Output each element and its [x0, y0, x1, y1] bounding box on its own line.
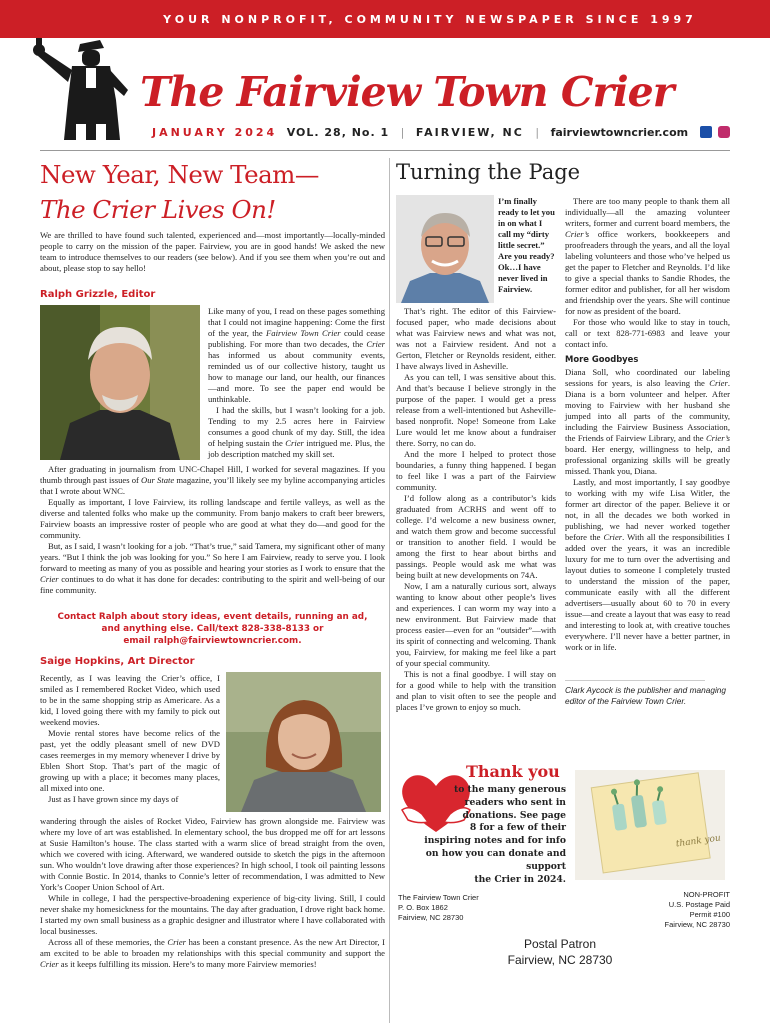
headline-line2: The Crier Lives On! — [40, 195, 276, 224]
saige-subhead: Saige Hopkins, Art Director — [40, 656, 195, 667]
newspaper-title: The Fairview Town Crier — [140, 68, 674, 116]
author-note-divider — [565, 680, 705, 681]
return-address: The Fairview Town Crier P. O. Box 1862 Fairview, NC 28730 — [398, 893, 479, 922]
issue-location: FAIRVIEW, NC — [415, 126, 524, 139]
masthead-tagline: YOUR NONPROFIT, COMMUNITY NEWSPAPER SINCE 1997 — [0, 0, 770, 38]
thank-you-card-image — [575, 770, 725, 880]
issue-volume: VOL. 28, No. 1 — [286, 126, 390, 139]
clark-column-2: There are too many people to thank them all individually—all the amazing volunteer writers, former and current board members, the Crier’s office workers, bookkeepers and proofreaders through the years, and all the loyal labeling volunteers and those who’ve helped us get the paper to Fletcher and Reynolds. I’d like to give a special thanks to Sandie Rhodes, the former editor and publisher, for all her wisdom and friendship over the years. She will continue for now as president of the board. For those who would like to stay in touch, call or text 828-771-6983 and leave your contact info. More Goodbyes Diana Soll, who coordinated our labeling sessions for years, is also leaving the Crier. Diana is a born volunteer and helper. After moving to Fairview with her husband she jumped into all parts of the community, including the Fairview Business Association, the Friends of Fairview Library, and the Crier’s board. Her energy, willingness to help, and professional organizing skills will be greatly missed. Thank you, Diana. Lastly, and most importantly, I say goodbye to working with my wife Lisa Witler, the former art director of the paper. Believe it or not, in all the decades we both worked in publishing, we had never worked together before the Crier. With all the responsibilities I added over the years, it was an incredible luxury for me to turn over the advertising and layout duties to someone I completely trusted to understand the mission of the paper, communicate easily with all the different advertisers—usually about 60 to 70 in every issue—and create a layout that was easy to read and interesting to look at, with creative touches everywhere. I’ll never have a better partner, in work or in life. — [565, 196, 731, 652]
clark-photo — [396, 195, 494, 303]
ralph-email-link[interactable]: email ralph@fairviewtowncrier.com. — [123, 636, 302, 646]
issue-month: JANUARY 2024 — [152, 126, 278, 139]
clark-column-1: That’s right. The editor of this Fairview-focused paper, who made decisions about what was Fairview news and what was not, was not a Fairview resident. And not a Gerton, Fletcher or Reynolds resident, either. I have always lived in Asheville. As you can tell, I was sensitive about this. And that’s because I believe strongly in the purpose of the paper. I would get a press release from a well-intentioned but Asheville-based nonprofit. Nope! Someone from Lake Lure would let me know about a fundraiser there. Sorry, no can do. And the more I helped to protect those boundaries, a funny thing happened. I began to feel like I was a part of the Fairview community. I’d follow along as a contributor’s kids graduated from ACRHS and went off to college. I’d welcome a new business owner, and watch them grow and become successful or transition to another field. I would be among the first to hear about births and passings. People would ask me what was being built at new developments on 74A. Now, I am a naturally curious sort, always wanting to know about other people’s lives and experiences. I can worm my way into a new environment. But Fairview made that process easier—even for an “outsider”—with its spirit of connecting and welcoming. Thank you, Fairview, for making me feel like a part of your special community. This is not a final goodbye. I will stay on for a good while to help with the transition and plan to visit often to see the people and places I’ve grown to enjoy so much. — [396, 306, 556, 712]
website-link[interactable]: fairviewtowncrier.com — [550, 126, 689, 139]
separator: | — [400, 126, 405, 139]
ralph-paragraph-beside-photo: Like many of you, I read on these pages something that I could not imagine happening: Come the first of the year, the Fairview Town Crier could cease publishing. For more than two decades, the Crier has informed us about community events, reminded us of our collective history, taught us how to manage our land, our health, our finances—and more. To see the paper end would be unthinkable. I had the skills, but I wasn’t looking for a job. Tending to my 2.5 acres here in Fairview consumes a good chunk of my day. Still, the idea of helping sustain the Crier intrigued me. Plus, the job description matched my skill set. — [208, 306, 385, 459]
facebook-icon[interactable] — [700, 126, 712, 138]
issue-line — [152, 126, 730, 139]
separator: | — [535, 126, 540, 139]
saige-paragraphs: wandering through the aisles of Rocket Video, Fairview has grown alongside me. Fairview was where my love of art was established. In elementary school, the bus dropped me off for art lessons at Susie Hamilton’s house. The class started with a warm slice of bread straight from the oven, which we covered with icing. Afterward, we wandered outside to sketch the pigs in the afternoon sun. Who wouldn’t love drawing after those experiences? In high school, I took oil painting lessons with Connie Bostic. In 2014, thanks to Connie’s letter of recommendation, I was admitted to New York’s Cooper Union School of Art. While in college, I had the perspective-broadening experience of big-city living. Still, I could never shake my homesickness for the mountains. The day after graduation, I drove right back home. I started my own small business as a graphic designer and illustrator where I have collaborated with local businesses. Across all of these memories, the Crier has been a constant presence. As the new Art Director, I am excited to be able to broaden my relationships with this special community and support the Crier as it keeps fulfilling its mission. Here’s to many more Fairview memories! — [40, 816, 385, 969]
headline-line1: New Year, New Team— — [40, 160, 319, 189]
ralph-photo — [40, 305, 200, 460]
intro-paragraph: We are thrilled to have found such talented, experienced and—most importantly—locally-minded people to carry on the mission of the paper. Fairview, you are in good hands! We asked the new team to introduce themselves to our readers (see below). And if you see them when you’re out and about, please stop to say hello! — [40, 230, 385, 273]
instagram-icon[interactable] — [718, 126, 730, 138]
saige-photo — [226, 672, 381, 812]
town-crier-figure-icon — [28, 30, 148, 145]
ralph-subhead: Ralph Grizzle, Editor — [40, 289, 156, 300]
column-divider — [389, 158, 390, 1023]
ralph-paragraphs: After graduating in journalism from UNC-Chapel Hill, I worked for several magazines. If you thumb through past issues of Our State magazine, you’ll likely see my byline accompanying articles that I wrote about WNC. Equally as important, I love Fairview, its rolling landscape and fertile valleys, as well as the diverse and talented folks who make up the community. From banjo makers to craft beer brewers, Fairview boasts an impressive roster of people who are good at what they do—and good for the community. But, as I said, I wasn’t looking for a job. “That’s true,” said Tamera, my significant other of many years. “But I think the job was looking for you.” So here I am Fairview, ready to serve you. I look forward to meeting as many of you as possible and hearing your stories as I work to ensure that the Crier continues to do what it has done for decades: contributing to the spirit and well-being of our fine community. — [40, 464, 385, 595]
ralph-contact-info: Contact Ralph about story ideas, event details, running an ad, and anything else. Call/text 828-338-8133 or email ralph@fairviewtowncrier.com. — [40, 611, 385, 647]
postage-indicia: NON-PROFIT U.S. Postage Paid Permit #100 Fairview, NC 28730 — [664, 890, 730, 929]
thank-you-message: to the many generous readers who sent in donations. See page 8 for a few of their inspiring notes and for info on how you can donate and support the Crier in 2024. — [424, 784, 566, 885]
turning-the-page-headline: Turning the Page — [396, 160, 581, 184]
author-note: Clark Aycock is the publisher and managing editor of the Fairview Town Crier. — [565, 685, 727, 706]
clark-bold-intro: I’m finally ready to let you in on what I call my “dirty little secret.” Are you ready? Ok…I have never lived in Fairview. — [498, 196, 555, 294]
postal-patron-address: Postal Patron Fairview, NC 28730 — [507, 937, 613, 967]
thank-you-title: Thank you — [466, 762, 560, 781]
more-goodbyes-subhead: More Goodbyes — [565, 354, 639, 364]
card-text: thank you — [675, 833, 722, 850]
masthead-divider — [40, 150, 730, 151]
saige-paragraph-beside-photo: Recently, as I was leaving the Crier’s office, I smiled as I remembered Rocket Video, which used to be in the same shopping strip as Americare. As a kid, I loved going there with my family to pick out weekend movies. Movie rental stores have become relics of the past, yet the oddly pleasant smell of new DVD cases reemerges in my memory whenever I drive by Eblen Short Stop. That’s part of the magic of growing up with a place; it becomes many places, all mixed into one. Just as I have grown since my days of — [40, 673, 220, 804]
